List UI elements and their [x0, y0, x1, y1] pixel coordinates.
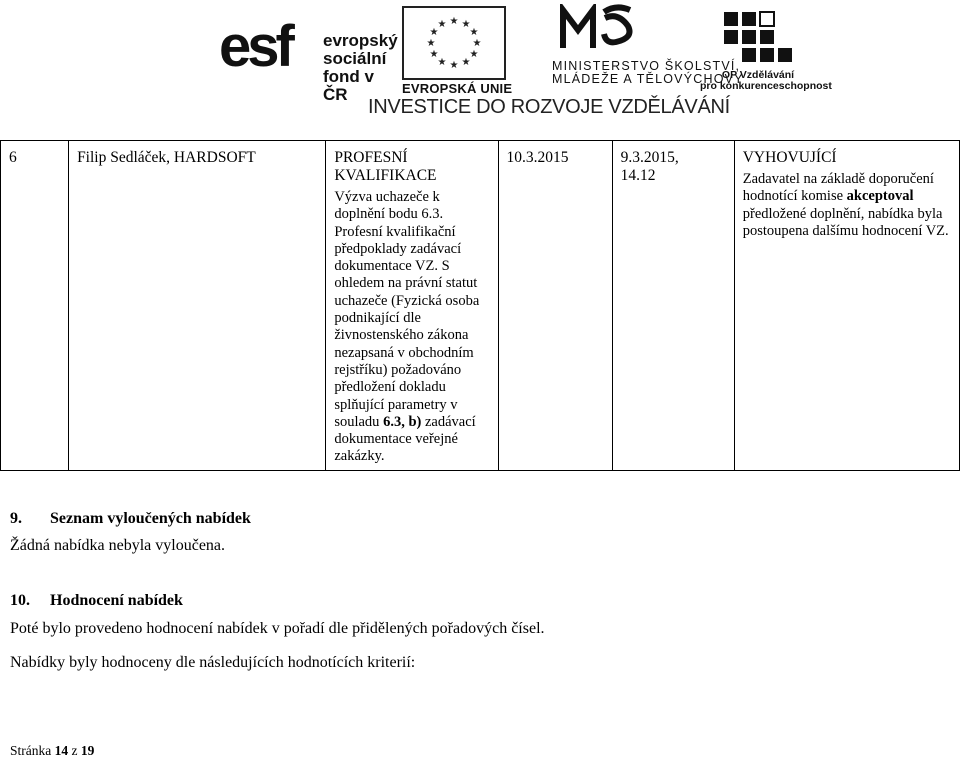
msmt-text: MINISTERSTVO ŠKOLSTVÍ, MLÁDEŽE A TĚLOVÝCHOVY	[552, 59, 744, 86]
requirement-text: Výzva uchazeče k doplnění bodu 6.3. Profesní kvalifikační předpoklady zadávací dokumentace VZ. S ohledem na právní statut uchazeče (Fyzická osoba podnikající dle živnostenského zákona nezapsaná v obchodním rejstříku) požadováno předložení dokladu splňující parametry v souladu 6.3, b) zadávací dokumentace veřejné zakázky.	[334, 189, 480, 465]
eu-logo	[402, 6, 514, 96]
cell-result	[734, 141, 959, 471]
svg-text:★: ★	[472, 38, 482, 49]
cell-requirement	[326, 141, 498, 471]
section-9-heading: 9. Seznam vyloučených nabídek	[10, 510, 251, 527]
requirement-title: PROFESNÍ KVALIFIKACE	[334, 149, 437, 184]
section-10-text-1: Poté bylo provedeno hodnocení nabídek v pořadí dle přidělených pořadových čísel.	[10, 620, 545, 637]
header-tagline: INVESTICE DO ROZVOJE VZDĚLÁVÁNÍ	[368, 96, 730, 118]
cell-date-1: 10.3.2015	[498, 141, 612, 471]
svg-text:★: ★	[461, 19, 471, 30]
section-9-text: Žádná nabídka nebyla vyloučena.	[10, 537, 226, 554]
section-10-heading: 10. Hodnocení nabídek	[10, 592, 183, 609]
svg-text:★: ★	[437, 19, 447, 30]
esf-logo-text: evropský sociální fond v ČR	[323, 31, 398, 104]
cell-number: 6	[1, 141, 69, 471]
result-text: Zadavatel na základě doporučení hodnotící komise akceptoval předložené doplnění, nabídka byla postoupena dalšímu hodnocení VZ.	[742, 171, 949, 239]
offers-table	[0, 140, 960, 471]
svg-text:★: ★	[461, 57, 471, 68]
msmt-logo	[552, 4, 744, 88]
result-title: VYHOVUJÍCÍ	[742, 149, 837, 166]
cell-date-2: 9.3.2015, 14.12	[612, 141, 734, 471]
svg-text:★: ★	[429, 49, 439, 60]
op-mark-icon	[700, 6, 816, 68]
svg-text:★: ★	[437, 57, 447, 68]
svg-text:★: ★	[429, 27, 439, 38]
cell-name: Filip Sedláček, HARDSOFT	[69, 141, 326, 471]
op-text: OP Vzdělávání pro konkurenceschopnost	[700, 69, 832, 92]
eu-flag-icon	[402, 6, 506, 80]
page-footer: Stránka 14 z 19	[10, 743, 95, 758]
section-10-text-2: Nabídky byly hodnoceny dle následujících hodnotících kriterií:	[10, 654, 416, 671]
esf-logo-mark: esf	[219, 14, 291, 79]
svg-text:★: ★	[449, 60, 459, 71]
svg-text:★: ★	[426, 38, 436, 49]
op-logo	[700, 6, 832, 92]
svg-text:★: ★	[469, 49, 479, 60]
eu-label: EVROPSKÁ UNIE	[402, 81, 513, 96]
table-row	[1, 141, 960, 471]
svg-text:★: ★	[469, 27, 479, 38]
msmt-mark-icon	[560, 4, 634, 52]
esf-logo	[219, 6, 399, 104]
svg-text:★: ★	[449, 16, 459, 27]
